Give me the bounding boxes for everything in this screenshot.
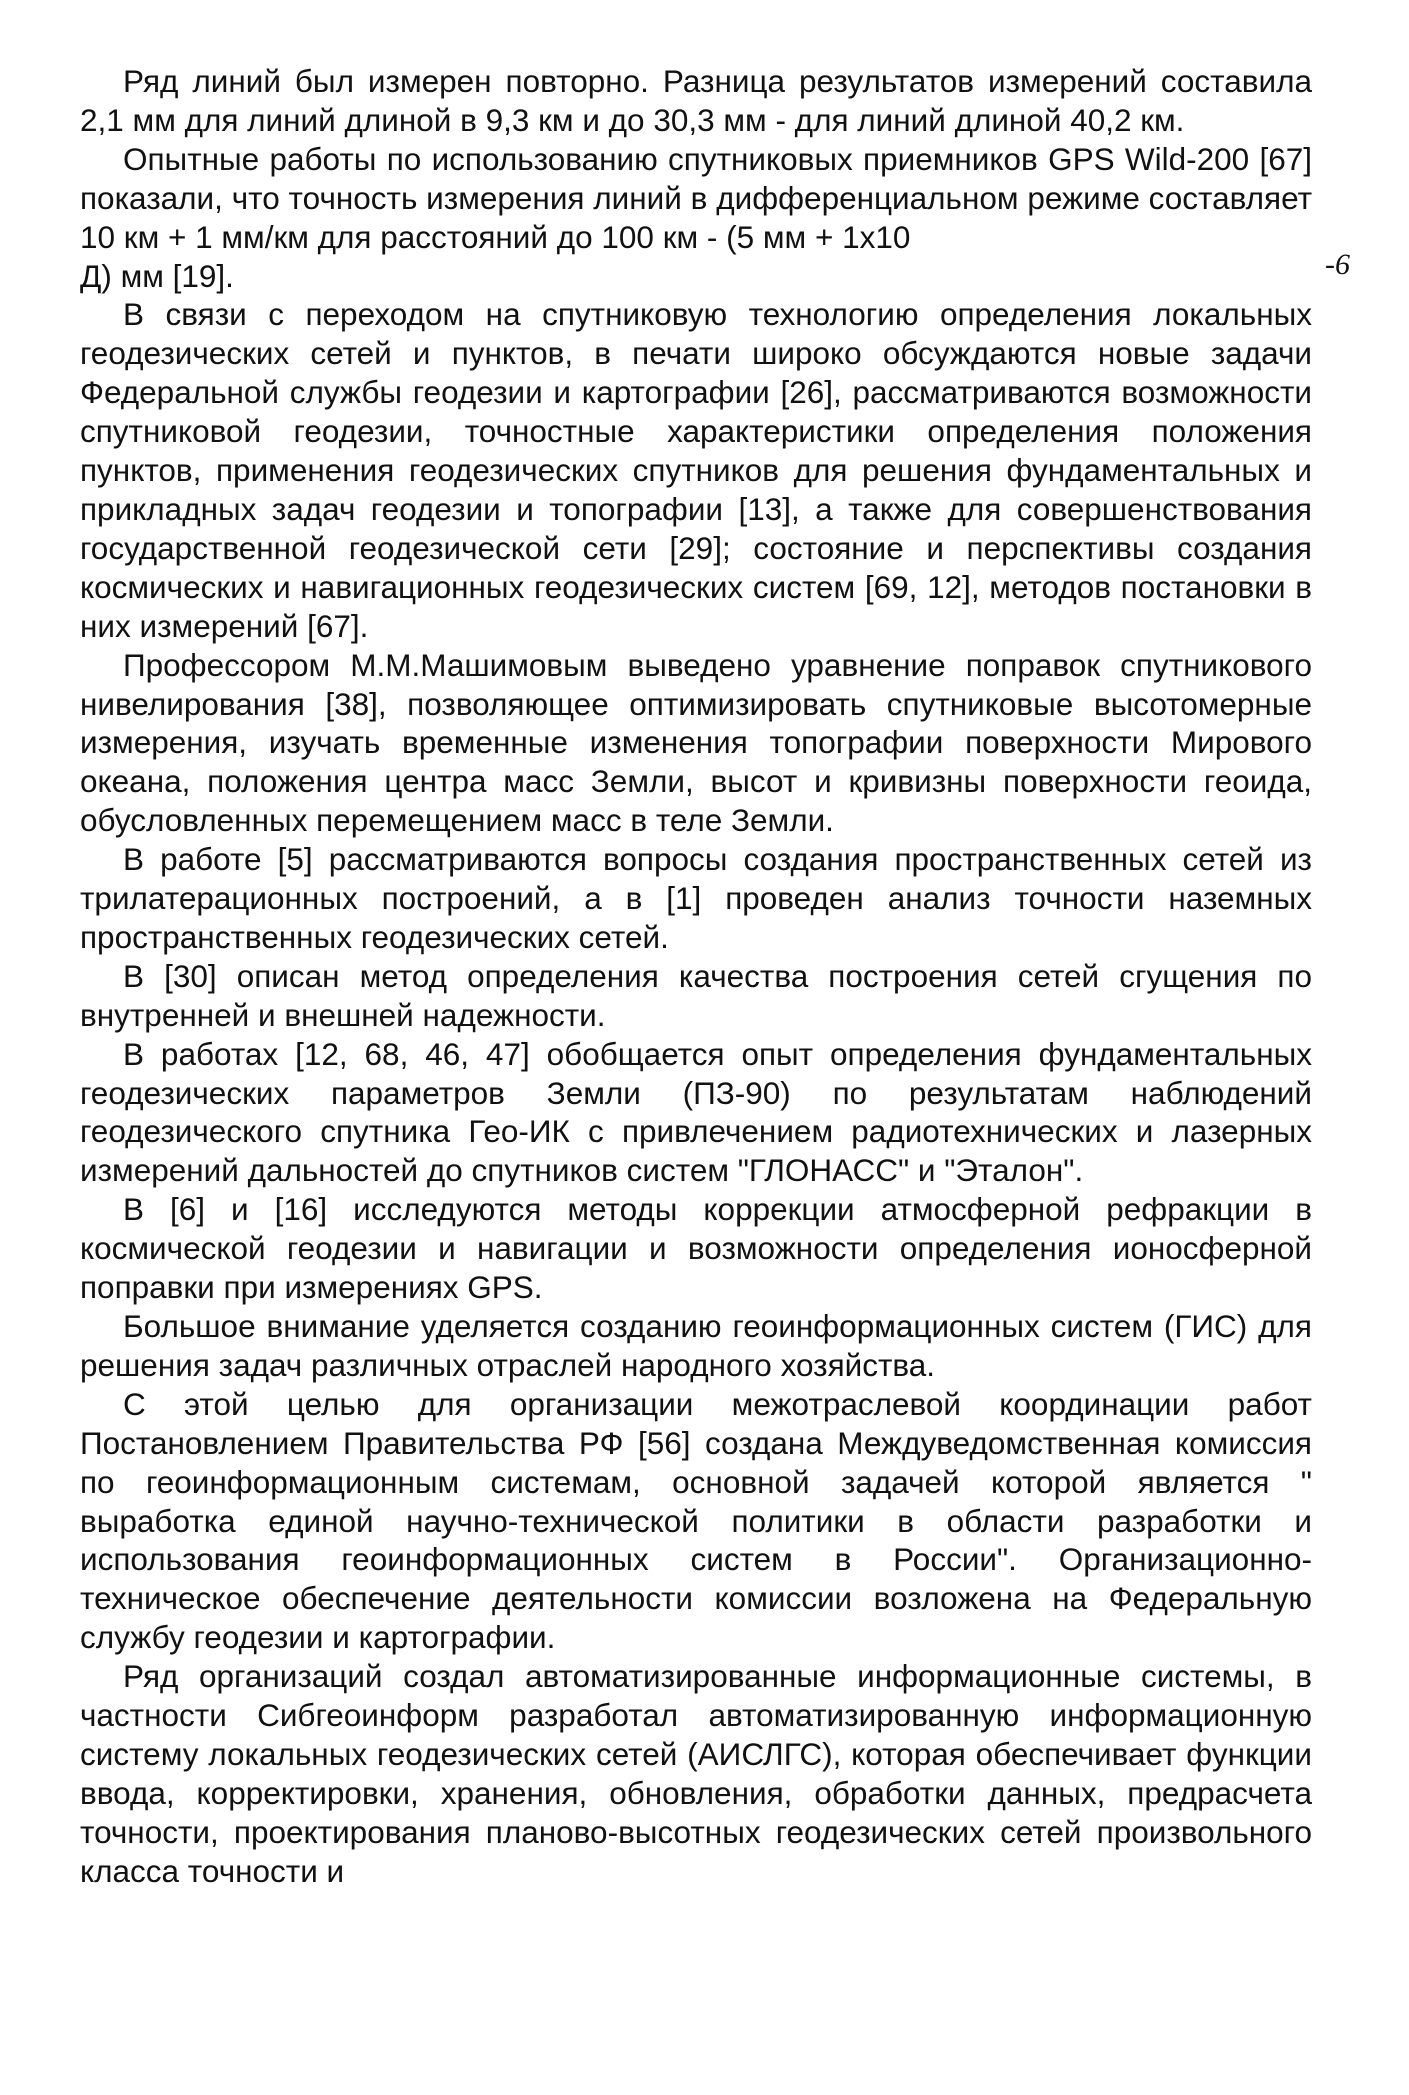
paragraph-2-continuation: Д) мм [19]. — [80, 257, 234, 294]
paragraph-4: Профессором М.М.Машимовым выведено уравнение поправок спутникового нивелирования [38], позволяющее оптимизировать спутниковые высотомерные измерения, изучать временные изменения топографии поверхности Мирового океана, положения центра масс Земли, высот и кривизны поверхности геоида, обусловленных перемещением масс в теле Земли. — [80, 646, 1312, 839]
document-page — [80, 62, 1312, 1891]
handwritten-exponent-note: -6 — [1325, 248, 1350, 281]
paragraph-3: В связи с переходом на спутниковую технологию определения локальных геодезических сетей и пунктов, в печати широко обсуждаются новые задачи Федеральной службы геодезии и картографии [26], рассматриваются возможности спутниковой геодезии, точностные характеристики определения положения пунктов, применения геодезических спутников для решения фундаментальных и прикладных задач геодезии и топографии [13], а также для совершенствования государственной геодезической сети [29]; состояние и перспективы создания космических и навигационных геодезических систем [69, 12], методов постановки в них измерений [67]. — [80, 296, 1312, 644]
paragraph-11: Ряд организаций создал автоматизированные информационные системы, в частности Сибгеоинформ разработал автоматизированную информационную систему локальных геодезических сетей (АИСЛГС), которая обеспечивает функции ввода, корректировки, хранения, обновления, обработки данных, предрасчета точности, проектирования планово-высотных геодезических сетей произвольного класса точности и — [80, 1658, 1312, 1889]
paragraph-9: Большое внимание уделяется созданию геоинформационных систем (ГИС) для решения задач различных отраслей народного хозяйства. — [80, 1308, 1312, 1383]
paragraph-6: В [30] описан метод определения качества построения сетей сгущения по внутренней и внешней надежности. — [80, 957, 1312, 1033]
paragraph-1: Ряд линий был измерен повторно. Разница результатов измерений составила 2,1 мм для линий длиной в 9,3 км и до 30,3 мм - для линий длиной 40,2 км. — [80, 63, 1312, 138]
paragraph-10: С этой целью для организации межотраслевой координации работ Постановлением Правительства РФ [56] создана Междуведомственная комиссия по геоинформационным системам, основной задачей которой является " выработка единой научно-технической политики в области разработки и использования геоинформационных систем в России". Организационно-техническое обеспечение деятельности комиссии возложена на Федеральную службу геодезии и картографии. — [80, 1385, 1312, 1656]
paragraph-2: Опытные работы по использованию спутниковых приемников GPS Wild-200 [67] показали, что точность измерения линий в дифференциальном режиме составляет 10 км + 1 мм/км для расстояний до 100 км - (5 мм + 1х10 — [80, 140, 1312, 255]
paragraph-5: В работе [5] рассматриваются вопросы создания пространственных сетей из трилатерационных построений, а в [1] проведен анализ точности наземных пространственных геодезических сетей. — [80, 841, 1312, 955]
paragraph-8: В [6] и [16] исследуются методы коррекции атмосферной рефракции в космической геодезии и навигации и возможности определения ионосферной поправки при измерениях GPS. — [80, 1191, 1312, 1306]
paragraph-7: В работах [12, 68, 46, 47] обобщается опыт определения фундаментальных геодезических параметров Земли (ПЗ-90) по результатам наблюдений геодезического спутника Гео-ИК с привлечением радиотехнических и лазерных измерений дальностей до спутников систем "ГЛОНАСС" и "Эталон". — [80, 1035, 1312, 1189]
